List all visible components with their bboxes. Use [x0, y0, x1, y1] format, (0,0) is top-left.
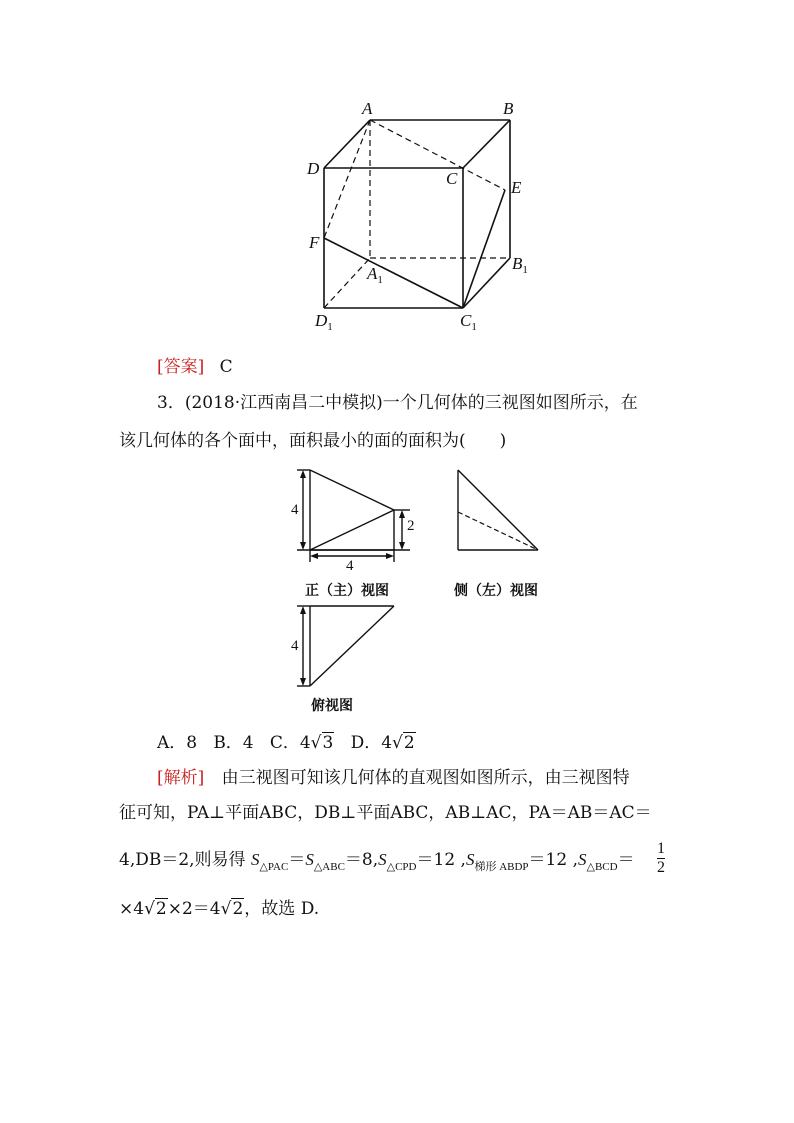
- side-hidden-line: [458, 512, 538, 550]
- sqrt-sign: √2: [144, 899, 167, 919]
- label-D: D: [307, 159, 320, 178]
- front-height-label: 4: [291, 502, 299, 518]
- options-line: [157, 732, 416, 754]
- question-line-2: 该几何体的各个面中，面积最小的面的面积为( ): [119, 431, 507, 451]
- one-half-fraction: $\frac{1}{2}$: [657, 840, 665, 876]
- label-C: C: [446, 169, 458, 188]
- label-A: A: [362, 99, 373, 118]
- option-a: A．8: [157, 733, 198, 753]
- analysis-line-2: 征可知，PA⊥平面ABC，DB⊥平面ABC，AB⊥AC，PA＝AB＝AC＝: [119, 803, 652, 823]
- answer-value: C: [219, 357, 233, 377]
- analysis-line-4: ×4√2×2＝4√2，故选 D.: [119, 899, 320, 919]
- label-B1: $B_1$: [512, 254, 528, 276]
- edge-F-C1: [324, 238, 463, 308]
- option-b: B．4: [213, 733, 254, 753]
- label-B: B: [503, 99, 514, 118]
- edge-C1-E: [463, 190, 505, 308]
- answer-tag: [答案]: [157, 357, 205, 377]
- answer-line: [157, 356, 233, 378]
- sqrt-sign: √3: [310, 733, 334, 753]
- front-view-caption: 正（主）视图: [305, 583, 389, 599]
- side-hypotenuse: [458, 470, 538, 550]
- analysis-line-3: 4,DB＝2,则易得 $S_{\triangle PAC}=S_{\triangle ABC}=8,S_{\triangle CPD}=12$ $,S_{梯形 ABDP}=12$ $,S_{\triangle BCD}=$: [119, 850, 635, 873]
- three-views-figure: [280, 460, 560, 695]
- label-E: E: [511, 178, 522, 197]
- edge-C1-B1: [463, 258, 510, 308]
- sqrt-sign: √2: [220, 899, 244, 919]
- front-small-height-label: 2: [407, 518, 415, 534]
- question-line-1: 3．(2018·江西南昌二中模拟)一个几何体的三视图如图所示，在: [157, 393, 638, 413]
- front-width-label: 4: [346, 558, 354, 574]
- analysis-line-1: [解析] 由三视图可知该几何体的直观图如图所示，由三视图特: [157, 768, 630, 788]
- front-top-slant: [310, 470, 394, 510]
- edge-D-A: [324, 120, 370, 168]
- label-A1: $A_1$: [367, 264, 383, 286]
- top-hypotenuse: [310, 606, 394, 686]
- option-d: D．4√2: [350, 733, 415, 753]
- label-C1: $C_1$: [460, 311, 477, 333]
- side-view-caption: 侧（左）视图: [454, 583, 538, 599]
- label-D1: $D_1$: [315, 311, 333, 333]
- option-c: C．4√3: [269, 733, 334, 753]
- top-height-label: 4: [291, 638, 299, 654]
- hidden-D1-A1: [324, 258, 370, 308]
- label-F: F: [309, 233, 320, 252]
- front-diagonal: [310, 510, 394, 550]
- hidden-A-E: [370, 120, 505, 190]
- sqrt-sign: √2: [392, 733, 415, 753]
- hidden-A-F: [324, 120, 370, 238]
- edge-C-B: [463, 120, 510, 168]
- top-view-caption: 俯视图: [311, 698, 353, 714]
- analysis-tag: [解析]: [157, 768, 205, 788]
- cube-figure: [300, 95, 540, 340]
